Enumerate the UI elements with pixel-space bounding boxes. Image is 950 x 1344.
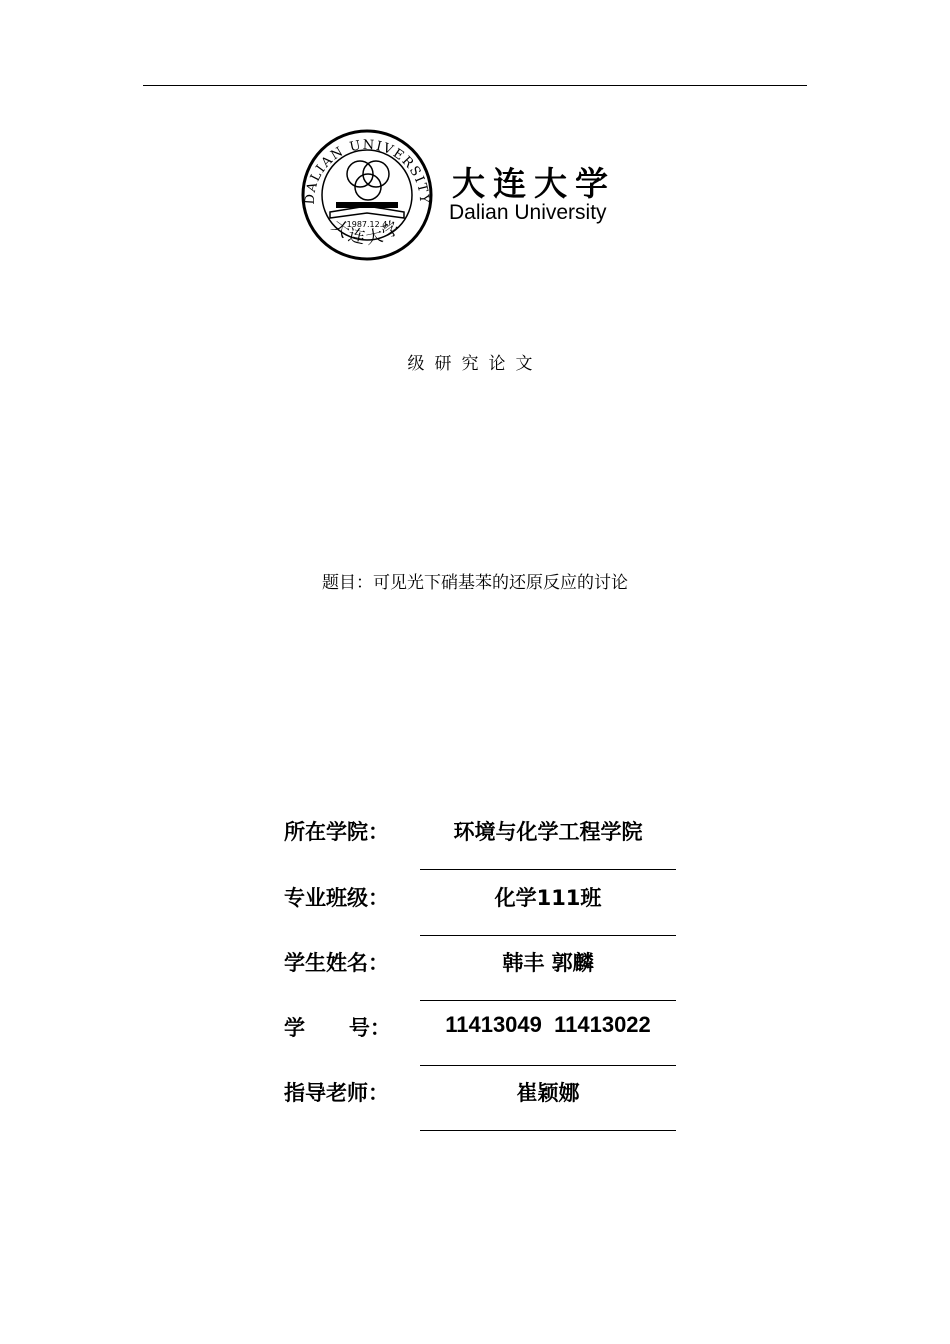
underline-student-name: [420, 1000, 676, 1001]
info-value-class: 化学111班: [494, 886, 602, 910]
university-name-cn: 大连大学: [452, 164, 616, 203]
info-label-student-name: 学生姓名：: [284, 951, 389, 975]
seal-year: 1987.12.4: [346, 220, 388, 229]
top-rule: [143, 85, 807, 86]
info-label-advisor: 指导老师：: [284, 1081, 389, 1105]
info-label-class: 专业班级：: [284, 886, 389, 910]
document-type: 级研究论文: [407, 354, 543, 374]
university-name-en: Dalian University: [449, 201, 607, 224]
info-label-college: 所在学院：: [284, 820, 389, 844]
seal-text-bottom: 大连大学: [327, 215, 407, 249]
underline-student-id: [420, 1065, 676, 1066]
info-label-student-id: 学 号：: [284, 1016, 391, 1040]
thesis-title: 题目：可见光下硝基苯的还原反应的讨论: [322, 573, 628, 593]
info-value-advisor: 崔颖娜: [516, 1081, 580, 1105]
underline-college: [420, 869, 676, 870]
underline-class: [420, 935, 676, 936]
info-value-student-name: 韩丰 郭麟: [502, 951, 594, 975]
info-value-student-id: 11413049 11413022: [445, 1012, 651, 1037]
underline-advisor: [420, 1130, 676, 1131]
university-seal-icon: [300, 128, 434, 262]
info-value-college: 环境与化学工程学院: [453, 820, 643, 844]
seal-text-top: DALIAN UNIVERSITY: [302, 137, 432, 205]
